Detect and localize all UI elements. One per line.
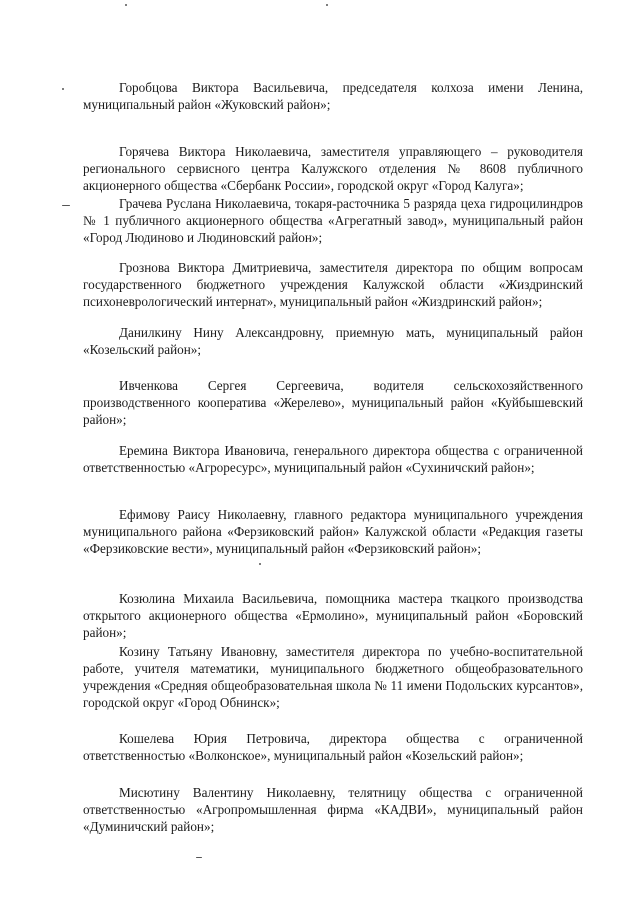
scan-speck — [196, 857, 202, 858]
scan-speck — [125, 4, 127, 6]
list-entry: Козину Татьяну Ивановну, заместителя директора по учебно-воспитательной работе, учителя математики, муниципального бюджетного общеобразовательного учреждения «Средняя общеобразовательная школа № 11 имени Подольских курсантов», городской округ «Город Обнинск»; — [83, 644, 583, 711]
scan-speck — [259, 563, 261, 565]
list-entry: Козюлина Михаила Васильевича, помощника мастера ткацкого производства открытого акционерного общества «Ермолино», муниципальный район «Боровский район»; — [83, 591, 583, 641]
list-entry: Данилкину Нину Александровну, приемную мать, муниципальный район «Козельский район»; — [83, 325, 583, 358]
list-entry: Еремина Виктора Ивановича, генерального директора общества с ограниченной ответственностью «Агроресурс», муниципальный район «Сухиничский район»; — [83, 443, 583, 476]
list-entry: Грачева Руслана Николаевича, токаря-расточника 5 разряда цеха гидроцилиндров № 1 публичного акционерного общества «Агрегатный завод», муниципальный район «Город Людиново и Людиновский район»; — [83, 196, 583, 246]
list-entry: Грознова Виктора Дмитриевича, заместителя директора по общим вопросам государственного бюджетного учреждения Калужской области «Жиздринский психоневрологический интернат», муниципальный район «Жиздринский район»; — [83, 260, 583, 310]
scan-speck — [326, 4, 328, 6]
list-entry: Мисютину Валентину Николаевну, телятницу общества с ограниченной ответственностью «Агропромышленная фирма «КАДВИ», муниципальный район «Думиничский район»; — [83, 785, 583, 835]
list-entry: Горобцова Виктора Васильевича, председателя колхоза имени Ленина, муниципальный район «Жуковский район»; — [83, 80, 583, 113]
list-entry: Ивченкова Сергея Сергеевича, водителя сельскохозяйственного производственного кооператива «Жерелево», муниципальный район «Куйбышевский район»; — [83, 378, 583, 428]
scan-speck — [62, 88, 64, 90]
list-entry: Кошелева Юрия Петровича, директора общества с ограниченной ответственностью «Волконское», муниципальный район «Козельский район»; — [83, 731, 583, 764]
list-entry: Горячева Виктора Николаевича, заместителя управляющего – руководителя регионального сервисного центра Калужского отделения № 8608 публичного акционерного общества «Сбербанк России», городской округ «Город Калуга»; — [83, 144, 583, 194]
list-entry: Ефимову Раису Николаевну, главного редактора муниципального учреждения муниципального района «Ферзиковский район» Калужской области «Редакция газеты «Ферзиковские вести», муниципальный район «Ферзиковский район»; — [83, 507, 583, 557]
scan-speck — [62, 205, 70, 206]
